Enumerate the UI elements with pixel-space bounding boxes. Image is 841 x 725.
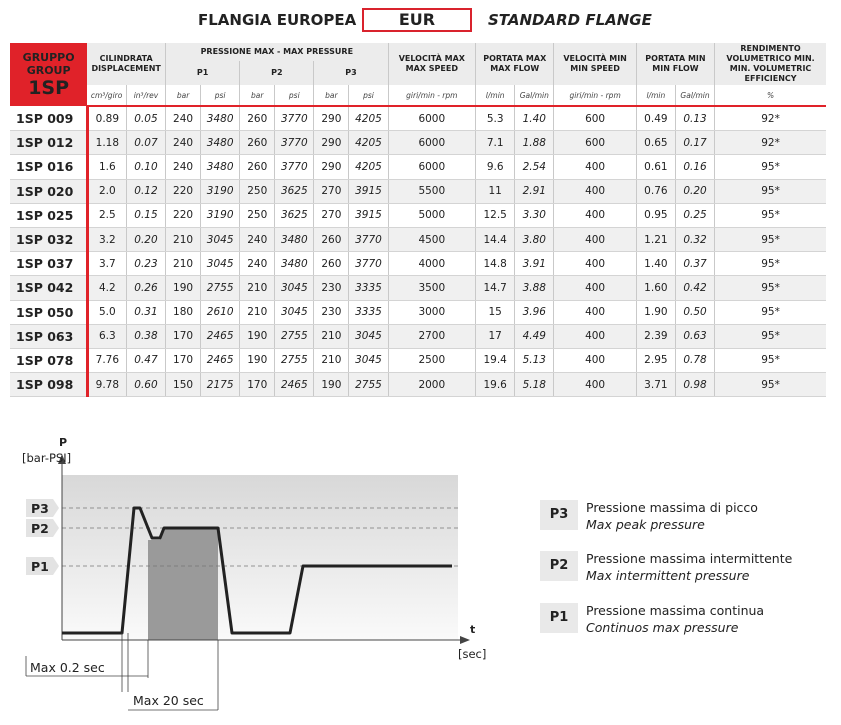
table-row	[10, 179, 826, 203]
table-cell: 1.60	[636, 276, 675, 300]
table-cell: 210	[166, 227, 201, 251]
table-cell: 0.61	[636, 155, 675, 179]
table-cell: 240	[166, 106, 201, 131]
table-cell: 290	[314, 106, 349, 131]
table-cell: 5.3	[476, 106, 515, 131]
model-code-cell: 1SP 050	[10, 300, 87, 324]
units-row	[10, 85, 826, 106]
table-cell: 14.4	[476, 227, 515, 251]
table-cell: 19.6	[476, 373, 515, 397]
table-cell: 400	[554, 276, 636, 300]
table-cell: 0.98	[675, 373, 714, 397]
table-cell: 15	[476, 300, 515, 324]
table-cell: 400	[554, 252, 636, 276]
table-cell: 0.10	[126, 155, 165, 179]
table-cell: 2755	[201, 276, 240, 300]
table-cell: 3.80	[515, 227, 554, 251]
table-cell: 3500	[388, 276, 476, 300]
table-cell: 0.38	[126, 324, 165, 348]
table-cell: 0.20	[126, 227, 165, 251]
p3-header: P3	[314, 61, 388, 85]
model-code-cell: 1SP 032	[10, 227, 87, 251]
x-axis-unit: [sec]	[458, 647, 487, 661]
model-code-cell: 1SP 037	[10, 252, 87, 276]
table-row	[10, 106, 826, 131]
table-cell: 3.30	[515, 203, 554, 227]
table-cell: 0.25	[675, 203, 714, 227]
table-cell: 14.7	[476, 276, 515, 300]
table-cell: 0.76	[636, 179, 675, 203]
table-cell: 7.1	[476, 131, 515, 155]
table-row	[10, 131, 826, 155]
table-cell: 0.15	[126, 203, 165, 227]
table-cell: 270	[314, 203, 349, 227]
y-axis-unit: [bar-PSI]	[22, 451, 72, 465]
model-code-cell: 1SP 012	[10, 131, 87, 155]
table-cell: 400	[554, 155, 636, 179]
table-cell: 3000	[388, 300, 476, 324]
table-cell: 250	[240, 179, 275, 203]
p2-header: P2	[240, 61, 314, 85]
table-cell: 1.21	[636, 227, 675, 251]
x-axis-arrow	[460, 636, 470, 644]
table-cell: 2500	[388, 348, 476, 372]
min-flow-header: PORTATA MIN MIN FLOW	[636, 43, 714, 85]
table-cell: 170	[166, 348, 201, 372]
table-cell: 4.49	[515, 324, 554, 348]
model-code-cell: 1SP 098	[10, 373, 87, 397]
table-cell: 3045	[275, 300, 314, 324]
table-cell: 95*	[715, 203, 826, 227]
table-cell: 7.76	[87, 348, 126, 372]
flange-code-box: EUR	[362, 8, 472, 32]
unit-cell: giri/min - rpm	[388, 85, 476, 106]
p1-header: P1	[166, 61, 240, 85]
unit-cell: psi	[201, 85, 240, 106]
table-cell: 240	[166, 155, 201, 179]
unit-cell: Gal/min	[515, 85, 554, 106]
unit-cell: l/min	[476, 85, 515, 106]
table-cell: 0.63	[675, 324, 714, 348]
unit-cell: cm³/giro	[87, 85, 126, 106]
table-cell: 260	[314, 227, 349, 251]
unit-cell: Gal/min	[675, 85, 714, 106]
shaded-area	[148, 528, 218, 640]
table-cell: 250	[240, 203, 275, 227]
title-english: STANDARD FLANGE	[488, 11, 652, 29]
table-cell: 6000	[388, 131, 476, 155]
table-cell: 0.60	[126, 373, 165, 397]
unit-cell: in³/rev	[126, 85, 165, 106]
table-cell: 2465	[201, 348, 240, 372]
table-cell: 3045	[349, 324, 388, 348]
table-cell: 190	[240, 348, 275, 372]
table-cell: 4205	[349, 106, 388, 131]
unit-cell: psi	[275, 85, 314, 106]
unit-cell: giri/min - rpm	[554, 85, 636, 106]
table-cell: 95*	[715, 179, 826, 203]
model-code-cell: 1SP 009	[10, 106, 87, 131]
table-cell: 170	[240, 373, 275, 397]
p1-label: P1	[31, 559, 49, 574]
table-cell: 3770	[349, 252, 388, 276]
table-row	[10, 155, 826, 179]
table-cell: 2.95	[636, 348, 675, 372]
unit-cell: %	[715, 85, 826, 106]
table-cell: 230	[314, 276, 349, 300]
table-cell: 3335	[349, 276, 388, 300]
table-cell: 3480	[275, 227, 314, 251]
table-cell: 400	[554, 227, 636, 251]
table-cell: 3.7	[87, 252, 126, 276]
table-cell: 190	[240, 324, 275, 348]
table-cell: 2755	[275, 324, 314, 348]
table-cell: 0.17	[675, 131, 714, 155]
unit-cell: l/min	[636, 85, 675, 106]
table-row	[10, 276, 826, 300]
p3-label: P3	[31, 501, 49, 516]
max-flow-header: PORTATA MAX MAX FLOW	[476, 43, 554, 85]
diagram-background	[62, 475, 458, 640]
table-cell: 400	[554, 348, 636, 372]
table-cell: 95*	[715, 373, 826, 397]
table-cell: 0.42	[675, 276, 714, 300]
table-cell: 210	[166, 252, 201, 276]
table-cell: 3915	[349, 203, 388, 227]
table-cell: 0.95	[636, 203, 675, 227]
table-cell: 0.47	[126, 348, 165, 372]
table-cell: 150	[166, 373, 201, 397]
table-cell: 95*	[715, 252, 826, 276]
table-cell: 3770	[275, 106, 314, 131]
table-row	[10, 348, 826, 372]
table-cell: 2175	[201, 373, 240, 397]
table-cell: 4205	[349, 131, 388, 155]
table-cell: 95*	[715, 300, 826, 324]
spec-table	[10, 43, 826, 397]
legend-english: Max peak pressure	[586, 517, 705, 532]
max-speed-header: VELOCITÀ MAX MAX SPEED	[388, 43, 476, 85]
table-cell: 220	[166, 179, 201, 203]
table-cell: 2465	[201, 324, 240, 348]
table-cell: 1.18	[87, 131, 126, 155]
title-italian: FLANGIA EUROPEA	[198, 11, 357, 29]
model-code-cell: 1SP 020	[10, 179, 87, 203]
table-cell: 95*	[715, 324, 826, 348]
table-cell: 92*	[715, 106, 826, 131]
table-cell: 2610	[201, 300, 240, 324]
table-cell: 11	[476, 179, 515, 203]
legend-english: Continuos max pressure	[586, 620, 739, 635]
table-cell: 3045	[275, 276, 314, 300]
table-cell: 95*	[715, 348, 826, 372]
model-code-cell: 1SP 063	[10, 324, 87, 348]
table-cell: 4205	[349, 155, 388, 179]
displacement-header: CILINDRATA DISPLACEMENT	[87, 43, 165, 85]
table-cell: 0.12	[126, 179, 165, 203]
unit-cell: psi	[349, 85, 388, 106]
table-cell: 95*	[715, 227, 826, 251]
table-row	[10, 373, 826, 397]
table-cell: 400	[554, 324, 636, 348]
pressure-diagram	[0, 430, 520, 725]
table-cell: 2755	[275, 348, 314, 372]
table-cell: 0.05	[126, 106, 165, 131]
table-cell: 5000	[388, 203, 476, 227]
table-cell: 260	[314, 252, 349, 276]
legend-english: Max intermittent pressure	[586, 568, 750, 583]
table-row	[10, 252, 826, 276]
legend-italian: Pressione massima intermittente	[586, 551, 793, 566]
table-cell: 3480	[201, 155, 240, 179]
table-cell: 2.91	[515, 179, 554, 203]
table-cell: 220	[166, 203, 201, 227]
table-cell: 2.5	[87, 203, 126, 227]
legend-key: P1	[540, 603, 578, 633]
max02-label: Max 0.2 sec	[30, 660, 105, 675]
table-cell: 2.0	[87, 179, 126, 203]
table-cell: 3.91	[515, 252, 554, 276]
table-cell: 2755	[349, 373, 388, 397]
table-cell: 0.78	[675, 348, 714, 372]
table-cell: 0.37	[675, 252, 714, 276]
table-cell: 210	[314, 348, 349, 372]
table-cell: 0.31	[126, 300, 165, 324]
table-cell: 3.88	[515, 276, 554, 300]
table-cell: 2700	[388, 324, 476, 348]
table-cell: 3190	[201, 179, 240, 203]
table-cell: 0.89	[87, 106, 126, 131]
table-cell: 5.13	[515, 348, 554, 372]
table-cell: 19.4	[476, 348, 515, 372]
table-cell: 3335	[349, 300, 388, 324]
table-row	[10, 324, 826, 348]
model-code-cell: 1SP 042	[10, 276, 87, 300]
legend-key: P2	[540, 551, 578, 581]
table-cell: 0.32	[675, 227, 714, 251]
unit-cell: bar	[240, 85, 275, 106]
table-cell: 3.2	[87, 227, 126, 251]
table-row	[10, 300, 826, 324]
table-cell: 2465	[275, 373, 314, 397]
table-cell: 3915	[349, 179, 388, 203]
table-cell: 3480	[201, 106, 240, 131]
table-cell: 3045	[349, 348, 388, 372]
table-cell: 3.96	[515, 300, 554, 324]
table-cell: 230	[314, 300, 349, 324]
table-cell: 240	[240, 227, 275, 251]
table-cell: 210	[314, 324, 349, 348]
table-cell: 2000	[388, 373, 476, 397]
table-cell: 260	[240, 106, 275, 131]
table-cell: 190	[314, 373, 349, 397]
table-cell: 4500	[388, 227, 476, 251]
table-cell: 400	[554, 203, 636, 227]
y-axis-label: P	[58, 436, 68, 449]
table-cell: 240	[240, 252, 275, 276]
table-row	[10, 203, 826, 227]
table-cell: 1.90	[636, 300, 675, 324]
legend-key: P3	[540, 500, 578, 530]
table-cell: 260	[240, 131, 275, 155]
unit-cell: bar	[314, 85, 349, 106]
model-code-cell: 1SP 025	[10, 203, 87, 227]
x-axis-label: t	[470, 623, 476, 636]
table-cell: 210	[240, 276, 275, 300]
table-cell: 400	[554, 179, 636, 203]
table-cell: 2.39	[636, 324, 675, 348]
table-cell: 5.0	[87, 300, 126, 324]
table-cell: 0.50	[675, 300, 714, 324]
table-cell: 17	[476, 324, 515, 348]
table-cell: 290	[314, 131, 349, 155]
table-cell: 3770	[275, 155, 314, 179]
table-cell: 270	[314, 179, 349, 203]
max20-label: Max 20 sec	[133, 693, 204, 708]
table-cell: 0.65	[636, 131, 675, 155]
table-cell: 3770	[275, 131, 314, 155]
table-cell: 14.8	[476, 252, 515, 276]
page-title	[0, 8, 841, 34]
table-row	[10, 227, 826, 251]
table-cell: 0.20	[675, 179, 714, 203]
table-cell: 9.6	[476, 155, 515, 179]
table-cell: 3190	[201, 203, 240, 227]
table-cell: 5.18	[515, 373, 554, 397]
table-cell: 600	[554, 131, 636, 155]
table-cell: 3045	[201, 252, 240, 276]
table-cell: 0.07	[126, 131, 165, 155]
table-cell: 92*	[715, 131, 826, 155]
table-cell: 0.26	[126, 276, 165, 300]
table-cell: 6.3	[87, 324, 126, 348]
table-cell: 3480	[275, 252, 314, 276]
table-cell: 0.23	[126, 252, 165, 276]
table-cell: 1.88	[515, 131, 554, 155]
table-cell: 95*	[715, 155, 826, 179]
table-cell: 6000	[388, 106, 476, 131]
table-cell: 0.16	[675, 155, 714, 179]
table-cell: 240	[166, 131, 201, 155]
group-header: GRUPPO GROUP 1SP	[10, 43, 87, 106]
table-cell: 260	[240, 155, 275, 179]
table-cell: 400	[554, 300, 636, 324]
table-cell: 1.40	[515, 106, 554, 131]
min-speed-header: VELOCITÀ MIN MIN SPEED	[554, 43, 636, 85]
table-cell: 0.13	[675, 106, 714, 131]
table-cell: 9.78	[87, 373, 126, 397]
table-cell: 4.2	[87, 276, 126, 300]
model-code-cell: 1SP 078	[10, 348, 87, 372]
table-cell: 4000	[388, 252, 476, 276]
pressure-header: PRESSIONE MAX - MAX PRESSURE	[166, 43, 388, 61]
table-cell: 3625	[275, 179, 314, 203]
table-cell: 180	[166, 300, 201, 324]
table-body	[10, 106, 826, 397]
table-cell: 1.40	[636, 252, 675, 276]
legend-italian: Pressione massima di picco	[586, 500, 758, 515]
table-cell: 3770	[349, 227, 388, 251]
table-cell: 3045	[201, 227, 240, 251]
table-cell: 210	[240, 300, 275, 324]
table-cell: 3480	[201, 131, 240, 155]
table-cell: 190	[166, 276, 201, 300]
table-cell: 1.6	[87, 155, 126, 179]
table-cell: 2.54	[515, 155, 554, 179]
legend-italian: Pressione massima continua	[586, 603, 765, 618]
table-cell: 170	[166, 324, 201, 348]
table-cell: 600	[554, 106, 636, 131]
table-cell: 6000	[388, 155, 476, 179]
table-cell: 290	[314, 155, 349, 179]
table-cell: 0.49	[636, 106, 675, 131]
unit-cell: bar	[166, 85, 201, 106]
table-cell: 5500	[388, 179, 476, 203]
table-cell: 3.71	[636, 373, 675, 397]
table-cell: 3625	[275, 203, 314, 227]
p2-label: P2	[31, 521, 49, 536]
table-cell: 400	[554, 373, 636, 397]
table-cell: 12.5	[476, 203, 515, 227]
model-code-cell: 1SP 016	[10, 155, 87, 179]
table-cell: 95*	[715, 276, 826, 300]
efficiency-header: RENDIMENTO VOLUMETRICO MIN. MIN. VOLUMETRIC EFFICIENCY	[715, 43, 826, 85]
